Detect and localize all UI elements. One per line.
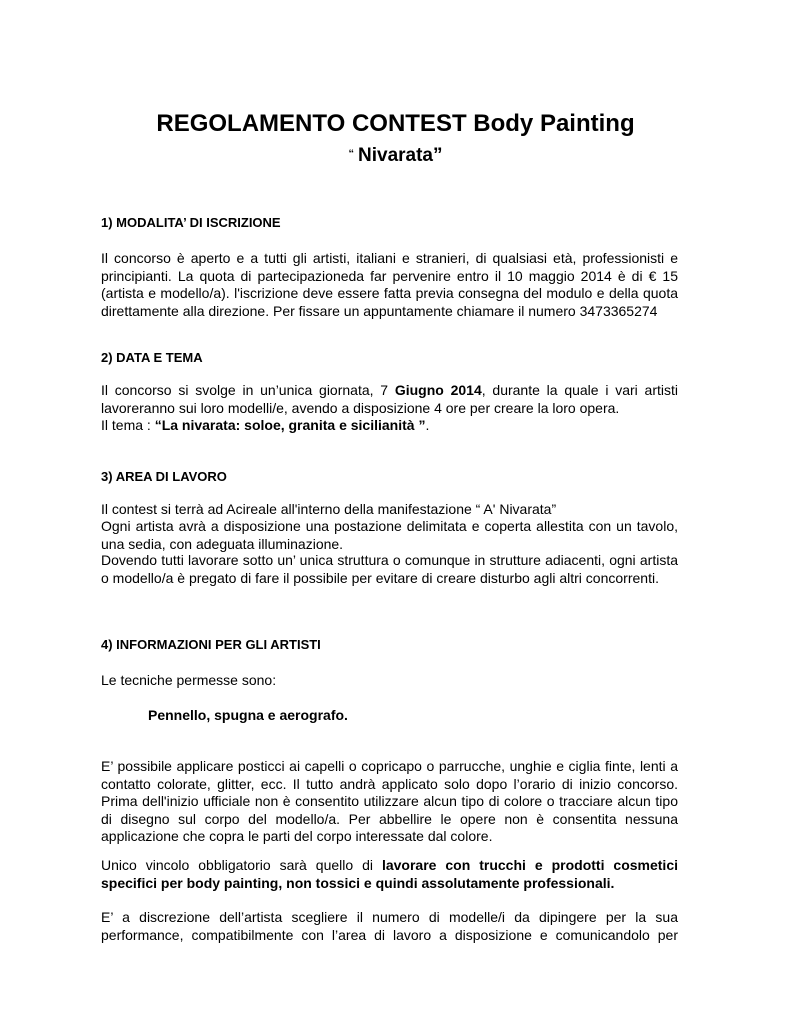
page-title: REGOLAMENTO CONTEST Body Painting bbox=[156, 110, 635, 137]
mandatory-requirement: lavorare con trucchi e prodotti cosmetici specifici per body painting, non tossici e quindi assolutamente professionali. bbox=[101, 857, 678, 891]
theme-title: “La nivarata: soloe, granita e sicilianità ” bbox=[154, 417, 426, 433]
techniques-list: Pennello, spugna e aerografo. bbox=[148, 707, 348, 723]
theme-prefix: Il tema : bbox=[101, 417, 155, 433]
theme-suffix: . bbox=[425, 417, 430, 433]
subtitle-text: Nivarata” bbox=[358, 145, 443, 166]
section-2-paragraph bbox=[101, 382, 678, 417]
event-date: Giugno 2014 bbox=[394, 382, 482, 398]
section-4-paragraph-2 bbox=[101, 857, 678, 892]
section-2-text-b: , durante la quale i vari artisti lavoreranno sui loro modelli/e, avendo a disposizione 4 ore per creare la loro opera. bbox=[101, 382, 678, 416]
section-3-paragraph-2: Ogni artista avrà a disposizione una postazione delimitata e coperta allestita con un tavolo, una sedia, con adeguata illuminazione. bbox=[101, 518, 678, 552]
section-2-text-a: Il concorso si svolge in un’unica giornata, 7 bbox=[101, 382, 395, 398]
section-heading-3: 3) AREA DI LAVORO bbox=[101, 469, 227, 484]
section-heading-1: 1) MODALITA’ DI ISCRIZIONE bbox=[101, 215, 281, 230]
subtitle-open-quote: “ bbox=[348, 148, 354, 160]
section-3-line-1: Il contest si terrà ad Acireale all'interno della manifestazione “ A' Nivarata” bbox=[101, 501, 557, 517]
page-subtitle bbox=[0, 141, 791, 169]
section-heading-2: 2) DATA E TEMA bbox=[101, 350, 203, 365]
section-4-paragraph-1: E’ possibile applicare posticci ai capelli o copricapo o parrucche, unghie e ciglia finte, lenti a contatto colorate, glitter, ecc. Il tutto andrà applicato solo dopo l’orario di inizio concorso. Prima dell'inizio ufficiale non è consentito utilizzare alcun tipo di colore o tracciare alcun tipo di disegno sul corpo del modello/a. Per abbellire le opere non è consentita nessuna applicazione che copra le parti del corpo interessate dal colore. bbox=[101, 758, 678, 844]
section-3-paragraph-3: Dovendo tutti lavorare sotto un’ unica struttura o comunque in strutture adiacenti, ogni artista o modello/a è pregato di fare il possibile per evitare di creare disturbo agli altri concorrenti. bbox=[101, 552, 678, 586]
section-heading-4: 4) INFORMAZIONI PER GLI ARTISTI bbox=[101, 637, 321, 652]
section-4-paragraph-3: E’ a discrezione dell’artista scegliere il numero di modelle/i da dipingere per la sua performance, compatibilmente con l’area di lavoro a disposizione e comunicandolo per bbox=[101, 909, 678, 943]
section-4-text-a: Unico vincolo obbligatorio sarà quello di bbox=[101, 857, 382, 873]
section-1-paragraph: Il concorso è aperto e a tutti gli artisti, italiani e stranieri, di qualsiasi età, professionisti e principianti. La quota di partecipazioneda far pervenire entro il 10 maggio 2014 è di € 15 (artista e modello/a). l'iscrizione deve essere fatta previa consegna del modulo e della quota direttamente alla direzione. Per fissare un appuntamente chiamare il numero 3473365274 bbox=[101, 250, 678, 319]
theme-line bbox=[101, 417, 678, 435]
techniques-intro: Le tecniche permesse sono: bbox=[101, 672, 277, 688]
